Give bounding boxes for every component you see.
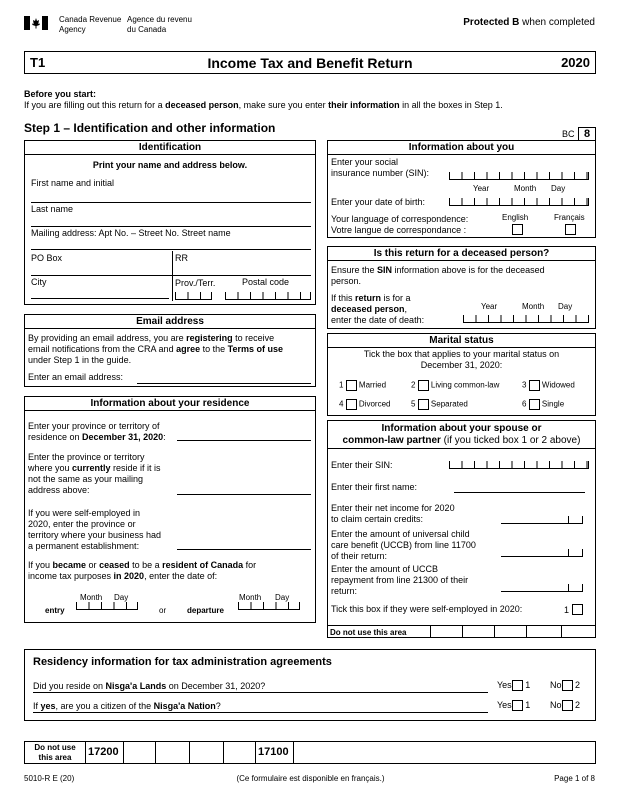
nisgaa-lands-no[interactable]: No 2: [550, 680, 581, 690]
spouse-sin-field[interactable]: [449, 461, 589, 469]
self-employed-question: If you were self-employed in 2020, enter the province or territory where your business had a permanent establishment:: [28, 508, 162, 551]
spouse-sin-label: Enter their SIN:: [331, 460, 393, 470]
title-bar: [24, 51, 596, 74]
uccb-field[interactable]: [501, 549, 583, 557]
code-17100: 17100: [258, 746, 289, 758]
sin-field[interactable]: [449, 172, 589, 180]
province-field[interactable]: [175, 292, 212, 300]
departure-month-label: Month: [239, 593, 262, 602]
uccb-repayment-label: Enter the amount of UCCB repayment from line 21300 of their return:: [331, 564, 469, 596]
spouse-first-name-label: Enter their first name:: [331, 482, 418, 492]
departure-day-label: Day: [275, 593, 290, 602]
spouse-net-income-label: Enter their net income for 2020 to claim certain credits:: [331, 503, 455, 524]
code-17200: 17200: [88, 746, 119, 758]
nisgaa-nation-question: If yes, are you a citizen of the Nisga'a Nation?: [33, 701, 221, 711]
last-name-label: Last name: [31, 204, 74, 214]
entry-label: entry: [45, 606, 65, 615]
first-name-field[interactable]: [31, 191, 311, 203]
language-label: Your language of correspondence: Votre langue de correspondance :: [331, 214, 469, 235]
office-use-label: Do not use this area: [34, 743, 76, 762]
deceased-section: [327, 246, 596, 329]
marital-option-widowed[interactable]: 3 Widowed: [522, 380, 575, 390]
residence-title: Information about your residence: [25, 397, 315, 411]
death-month-label: Month: [522, 302, 545, 311]
residence-province-question: Enter your province or territory of residence on December 31, 2020:: [28, 421, 166, 442]
francais-label: Français: [554, 213, 585, 222]
dob-day-label: Day: [551, 184, 566, 193]
nisgaa-nation-yes[interactable]: Yes 1: [497, 700, 531, 710]
current-residence-field[interactable]: [177, 484, 311, 495]
entry-month-label: Month: [80, 593, 103, 602]
nisgaa-lands-yes[interactable]: Yes 1: [497, 680, 531, 690]
about-you-title: Information about you: [328, 141, 595, 155]
office-use-strip: [24, 741, 596, 764]
last-name-field[interactable]: [31, 215, 311, 227]
death-year-label: Year: [481, 302, 498, 311]
email-consent-text: By providing an email address, you are registering to receive email notifications from the CRA and agree to the Terms of use under Step 1 in the guide.: [28, 333, 283, 365]
postal-code-field[interactable]: [225, 292, 311, 300]
before-you-start: Before you start: If you are filling out this return for a deceased person, make sure you enter their information in all the boxes in Step 1.: [24, 89, 503, 110]
agency-name-fr: Agence du revenu du Canada: [127, 15, 192, 34]
rr-label: RR: [175, 253, 188, 263]
nisgaa-nation-no[interactable]: No 2: [550, 700, 581, 710]
agency-name-en: Canada Revenue Agency: [59, 15, 122, 34]
province-code: BC: [562, 129, 575, 139]
form-number: T1: [30, 55, 46, 70]
canada-flag-logo: [24, 16, 48, 30]
email-input[interactable]: [137, 373, 311, 384]
city-field[interactable]: [31, 289, 169, 299]
business-province-field[interactable]: [177, 539, 311, 550]
marital-status-section: [327, 333, 596, 416]
dob-label: Enter your date of birth:: [331, 197, 426, 207]
email-title: Email address: [25, 315, 315, 329]
or-label: or: [159, 606, 167, 615]
spouse-self-employed-label: Tick this box if they were self-employed in 2020:: [331, 604, 523, 614]
email-label: Enter an email address:: [28, 372, 124, 382]
departure-label: departure: [187, 606, 224, 615]
marital-status-title: Marital status: [328, 334, 595, 348]
marital-instruction: Tick the box that applies to your marital status on December 31, 2020:: [363, 349, 560, 370]
protected-notice: Protected B when completed: [463, 17, 595, 28]
deceased-title: Is this return for a deceased person?: [328, 247, 595, 261]
marital-option-divorced[interactable]: 4 Divorced: [339, 399, 391, 409]
province-label: Prov./Terr.: [175, 278, 216, 288]
dob-month-label: Month: [514, 184, 537, 193]
francais-checkbox[interactable]: [565, 224, 576, 235]
english-label: English: [502, 213, 529, 222]
residence-province-field[interactable]: [177, 430, 311, 441]
dob-year-label: Year: [473, 184, 490, 193]
dob-field[interactable]: [449, 198, 589, 206]
spouse-first-name-field[interactable]: [454, 482, 585, 493]
form-identifier: 5010-R E (20): [24, 774, 75, 783]
spouse-self-employed-checkbox[interactable]: [572, 604, 583, 615]
date-of-death-field[interactable]: [463, 315, 589, 323]
mailing-address-field[interactable]: [31, 238, 311, 250]
resident-change-question: If you became or ceased to be a resident of Canada for income tax purposes in 2020, enter the date of:: [28, 560, 257, 581]
spouse-title: Information about your spouse or common-law partner (if you ticked box 1 or 2 above): [328, 421, 595, 449]
marital-option-common-law[interactable]: 2 Living common-law: [411, 380, 500, 390]
marital-option-married[interactable]: 1 Married: [339, 380, 387, 390]
email-section: [24, 314, 316, 387]
entry-day-label: Day: [114, 593, 129, 602]
form-title: Income Tax and Benefit Return: [207, 55, 413, 71]
entry-date-field[interactable]: [76, 602, 138, 610]
first-name-label: First name and initial: [31, 178, 115, 188]
spouse-self-employed-number: 1: [564, 605, 570, 615]
identification-section: [24, 140, 316, 305]
spouse-net-income-field[interactable]: [501, 516, 583, 524]
nisgaa-lands-question: Did you reside on Nisga'a Lands on December 31, 2020?: [33, 681, 266, 691]
english-checkbox[interactable]: [512, 224, 523, 235]
residence-section: [24, 396, 316, 623]
step1-title: Step 1 – Identification and other information: [24, 121, 276, 135]
french-availability: (Ce formulaire est disponible en français.): [236, 774, 385, 783]
po-box-label: PO Box: [31, 253, 63, 263]
uccb-repayment-field[interactable]: [501, 584, 583, 592]
mailing-address-label: Mailing address: Apt No. – Street No. Street name: [31, 228, 231, 238]
spouse-do-not-use-area: Do not use this area: [328, 625, 595, 637]
print-instruction: Print your name and address below.: [92, 160, 248, 170]
marital-option-separated[interactable]: 5 Separated: [411, 399, 468, 409]
about-you-section: [327, 140, 596, 238]
death-day-label: Day: [558, 302, 573, 311]
marital-option-single[interactable]: 6 Single: [522, 399, 565, 409]
residency-agreements-title: Residency information for tax administration agreements: [33, 656, 332, 668]
current-residence-question: Enter the province or territory where you currently reside if it is not the same as your mailing address above:: [28, 452, 161, 495]
tax-year: 2020: [561, 55, 590, 70]
province-number: 8: [578, 127, 596, 141]
postal-code-label: Postal code: [242, 277, 290, 287]
po-box-field[interactable]: [31, 264, 311, 276]
spouse-section: [327, 420, 596, 638]
residency-agreements-section: [24, 649, 596, 721]
city-label: City: [31, 277, 47, 287]
page-number: Page 1 of 8: [554, 774, 595, 783]
deceased-sin-note: Ensure the SIN information above is for the deceased person.: [331, 265, 545, 286]
sin-label: Enter your social insurance number (SIN):: [331, 157, 430, 178]
departure-date-field[interactable]: [238, 602, 300, 610]
date-of-death-label: If this return is for a deceased person, enter the date of death:: [331, 293, 425, 325]
uccb-label: Enter the amount of universal child care benefit (UCCB) from line 11700 of their return:: [331, 529, 476, 561]
identification-title: Identification: [25, 141, 315, 155]
